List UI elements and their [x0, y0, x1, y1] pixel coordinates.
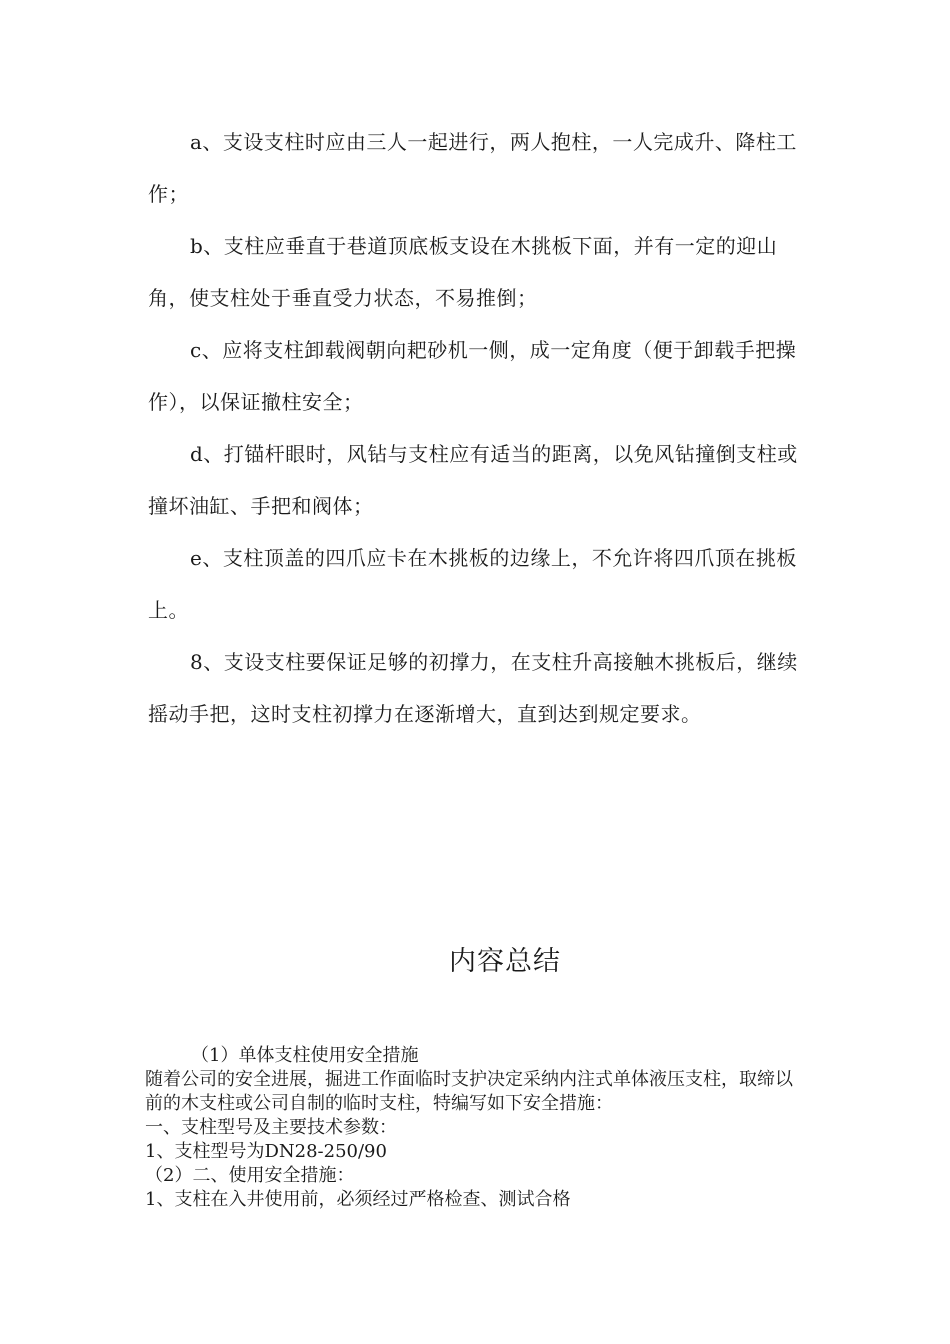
summary-title: 内容总结 [449, 946, 561, 977]
summary-line: 1、支柱在入井使用前，必须经过严格检查、测试合格 [145, 1189, 571, 1210]
paragraph-d: d、打锚杆眼时，风钻与支柱应有适当的距离，以免风钻撞倒支柱或撞坏油缸、手把和阀体； [148, 442, 798, 518]
paragraph-a: a、支设支柱时应由三人一起进行，两人抱柱，一人完成升、降柱工作； [148, 130, 797, 206]
paragraph-b: b、支柱应垂直于巷道顶底板支设在木挑板下面，并有一定的迎山角，使支柱处于垂直受力状态，不易推倒； [148, 234, 778, 310]
paragraph-e: e、支柱顶盖的四爪应卡在木挑板的边缘上，不允许将四爪顶在挑板上。 [148, 546, 797, 622]
paragraph-c: c、应将支柱卸载阀朝向耙砂机一侧，成一定角度（便于卸载手把操作），以保证撤柱安全； [148, 338, 797, 414]
paragraph-8: 8、支设支柱要保证足够的初撑力，在支柱升高接触木挑板后，继续摇动手把，这时支柱初撑力在逐渐增大，直到达到规定要求。 [148, 650, 798, 726]
summary-line: （1）单体支柱使用安全措施 [191, 1045, 419, 1066]
summary-line: 一、支柱型号及主要技术参数： [145, 1117, 397, 1138]
summary-line: 随着公司的安全进展，掘进工作面临时支护决定采纳内注式单体液压支柱，取缔以前的木支柱或公司自制的临时支柱，特编写如下安全措施： [145, 1069, 793, 1114]
body-text [148, 116, 808, 740]
summary-line: 1、支柱型号为DN28-250/90 [145, 1141, 387, 1162]
summary-line: （2）二、使用安全措施： [145, 1165, 355, 1186]
summary-block [145, 1044, 805, 1212]
